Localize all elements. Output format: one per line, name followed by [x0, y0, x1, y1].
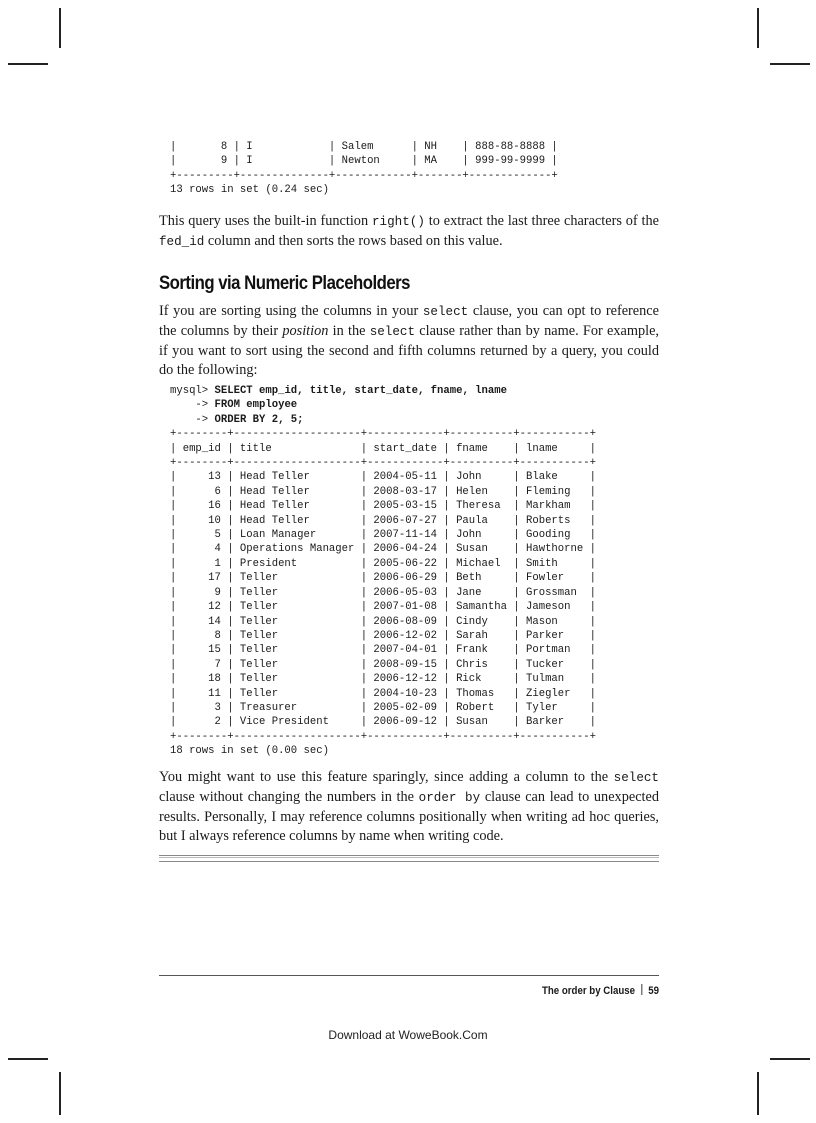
table-border: +--------+--------------------+------------+----------+-----------+ [170, 730, 596, 743]
code-line: 13 rows in set (0.24 sec) [170, 184, 329, 197]
text-run: clause rather than by name. For example, if you want to sort using the second and fifth columns returned by a query, you could do the following: [159, 323, 659, 378]
continuation-prompt: -> [170, 413, 215, 426]
inline-code: select [422, 305, 469, 319]
code-block-previous-result [170, 140, 558, 198]
crop-mark-top-right-horizontal [770, 63, 810, 65]
inline-code: order by [418, 791, 481, 805]
inline-code: right() [371, 215, 425, 229]
page-number: 59 [648, 985, 659, 997]
table-row: | 6 | Head Teller | 2008-03-17 | Helen | Fleming | [170, 485, 596, 498]
table-row: | 10 | Head Teller | 2006-07-27 | Paula | Roberts | [170, 514, 596, 527]
table-row: | 18 | Teller | 2006-12-12 | Rick | Tulman | [170, 673, 596, 686]
table-row: | 11 | Teller | 2004-10-23 | Thomas | Ziegler | [170, 687, 596, 700]
paragraph-right-function [159, 212, 659, 252]
table-row: | 12 | Teller | 2007-01-08 | Samantha | Jameson | [170, 601, 596, 614]
paragraph-numeric-placeholders [159, 302, 659, 380]
table-row: | 3 | Treasurer | 2005-02-09 | Robert | Tyler | [170, 701, 596, 714]
text-run: clause, you can opt to reference the columns by their [159, 303, 659, 339]
inline-code: select [369, 325, 416, 339]
text-run: to extract the last three characters of the [424, 213, 660, 229]
code-block-query [170, 384, 596, 759]
text-run: clause can lead to unexpected results. Personally, I may reference columns positionally when writing ad hoc queries, but I always reference columns by name when writing code. [159, 789, 660, 844]
footer-rule [159, 975, 659, 976]
crop-mark-bottom-right-horizontal [770, 1058, 810, 1060]
crop-mark-top-left-horizontal [8, 63, 48, 65]
section-heading: Sorting via Numeric Placeholders [159, 272, 410, 294]
table-row: | 15 | Teller | 2007-04-01 | Frank | Portman | [170, 644, 596, 657]
text-run: clause without changing the numbers in the [159, 789, 419, 805]
table-row: | 14 | Teller | 2006-08-09 | Cindy | Mason | [170, 615, 596, 628]
table-row: | 9 | Teller | 2006-05-03 | Jane | Grossman | [170, 586, 596, 599]
emphasis: position [282, 323, 329, 339]
table-row: | 17 | Teller | 2006-06-29 | Beth | Fowler | [170, 572, 596, 585]
table-border: +--------+--------------------+------------+----------+-----------+ [170, 457, 596, 470]
table-row: | 4 | Operations Manager | 2006-04-24 | Susan | Hawthorne | [170, 543, 596, 556]
table-row: | 16 | Head Teller | 2005-03-15 | Theresa | Markham | [170, 500, 596, 513]
paragraph-caution [159, 768, 659, 846]
crop-mark-top-left-vertical [59, 8, 61, 48]
continuation-prompt: -> [170, 399, 215, 412]
table-row: | 8 | Teller | 2006-12-02 | Sarah | Parker | [170, 629, 596, 642]
crop-mark-bottom-right-vertical [757, 1072, 759, 1115]
crop-mark-bottom-left-horizontal [8, 1058, 48, 1060]
text-run: If you are sorting using the columns in your [159, 303, 423, 319]
code-line: | 9 | I | Newton | MA | 999-99-9999 | [170, 155, 558, 168]
table-row: | 1 | President | 2005-06-22 | Michael | Smith | [170, 557, 596, 570]
result-summary: 18 rows in set (0.00 sec) [170, 745, 329, 758]
inline-code: fed_id [159, 235, 205, 249]
code-line: +---------+--------------+------------+-------+-------------+ [170, 169, 558, 182]
table-row: | 2 | Vice President | 2006-09-12 | Susan | Barker | [170, 716, 596, 729]
table-row: | 13 | Head Teller | 2004-05-11 | John | Blake | [170, 471, 596, 484]
text-run: in the [328, 323, 370, 339]
footer-separator [641, 984, 642, 995]
code-line: | 8 | I | Salem | NH | 888-88-8888 | [170, 141, 558, 153]
text-run: This query uses the built-in function [159, 213, 372, 229]
table-header: | emp_id | title | start_date | fname | lname | [170, 442, 596, 455]
table-border: +--------+--------------------+------------+----------+-----------+ [170, 428, 596, 441]
running-footer [542, 984, 659, 997]
text-run: You might want to use this feature sparingly, since adding a column to the [159, 769, 614, 785]
mysql-prompt: mysql> [170, 385, 215, 397]
crop-mark-top-right-vertical [757, 8, 759, 48]
sql-select-line: SELECT emp_id, title, start_date, fname, lname [214, 385, 507, 397]
sql-order-line: ORDER BY 2, 5; [214, 413, 304, 426]
section-end-rule [159, 855, 659, 862]
download-watermark: Download at WoweBook.Com [328, 1028, 488, 1042]
table-row: | 5 | Loan Manager | 2007-11-14 | John | Gooding | [170, 529, 596, 542]
inline-code: select [613, 771, 659, 785]
sql-from-line: FROM employee [214, 399, 298, 412]
table-row: | 7 | Teller | 2008-09-15 | Chris | Tucker | [170, 658, 596, 671]
text-run: column and then sorts the rows based on this value. [204, 233, 503, 249]
footer-section-title: The order by Clause [541, 985, 636, 997]
crop-mark-bottom-left-vertical [59, 1072, 61, 1115]
